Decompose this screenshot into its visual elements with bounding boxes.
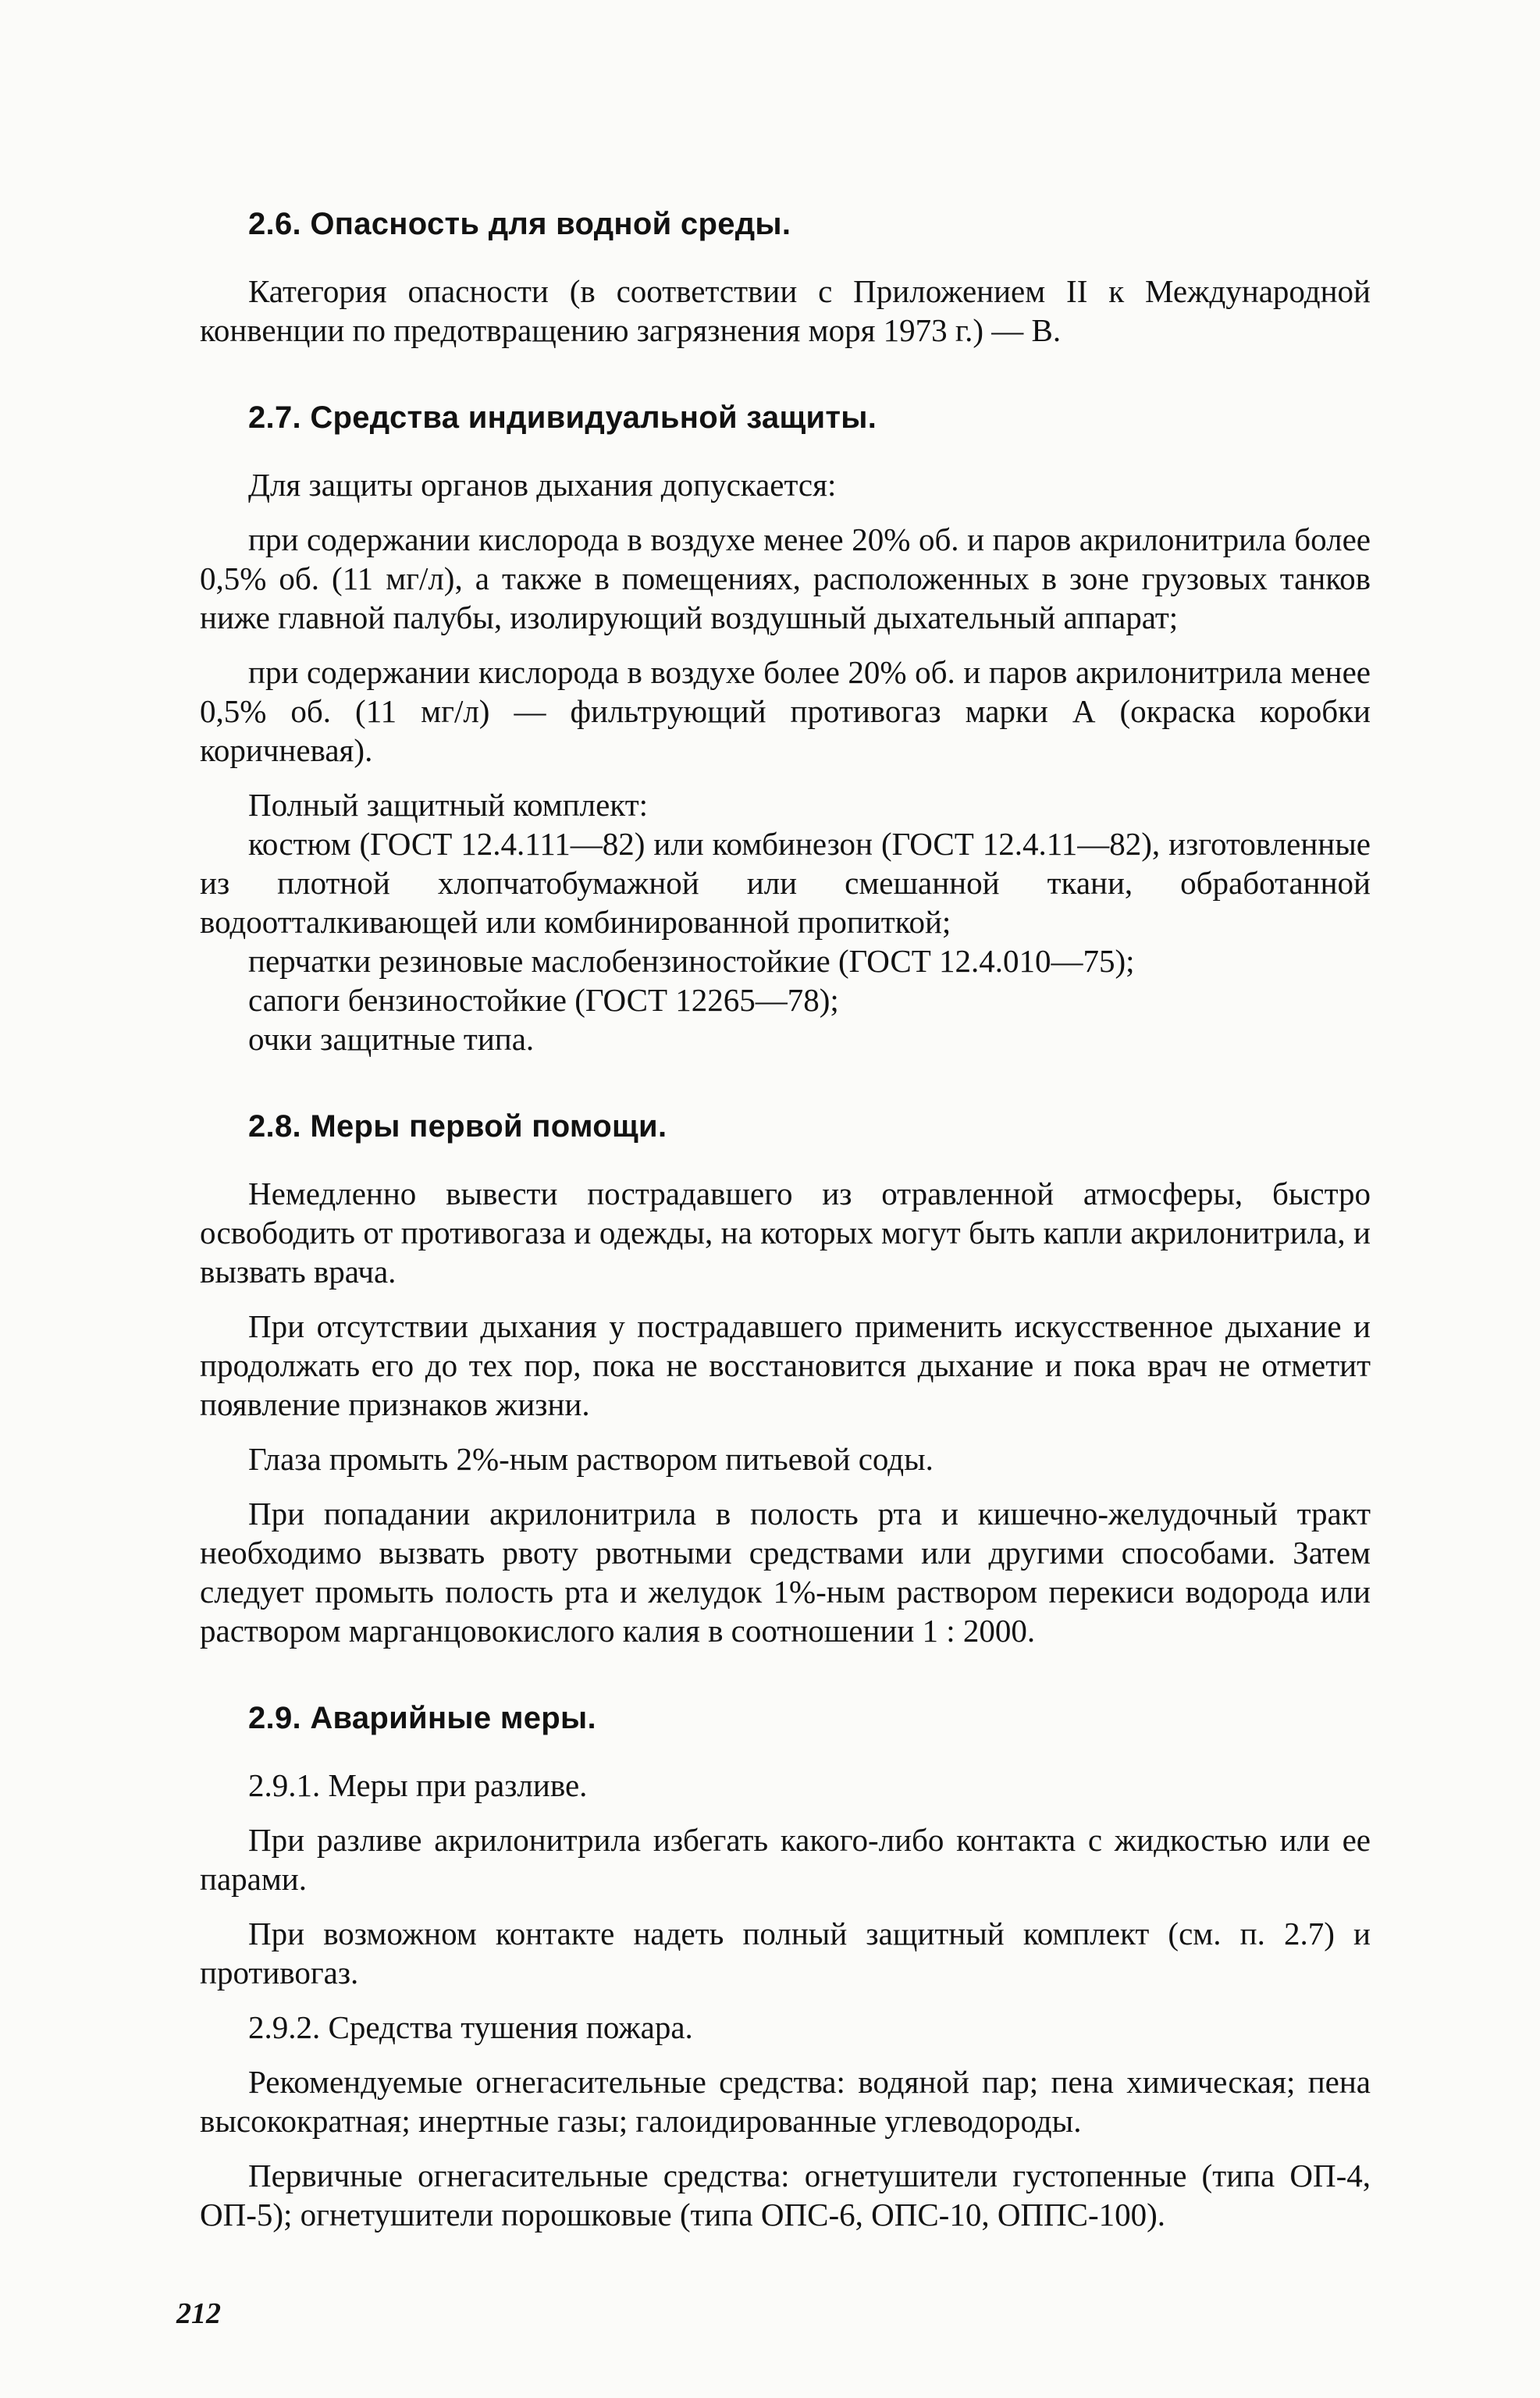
paragraph: костюм (ГОСТ 12.4.111—82) или комбинезон (ГОСТ 12.4.11—82), изготовленные из плотной хлопчатобумажной или смешанной ткани, обработанной водоотталкивающей или комбинированной пропиткой; [200,826,1371,940]
paragraph: Глаза промыть 2%-ным раствором питьевой соды. [248,1441,934,1477]
paragraph: Рекомендуемые огнегасительные средства: водяной пар; пена химическая; пена высокократная; инертные газы; галоидированные углеводороды. [200,2064,1371,2139]
subsection-title: 2.9.2. Средства тушения пожара. [248,2009,693,2045]
paragraph: Полный защитный комплект: [248,787,648,823]
paragraph: сапоги бензиностойкие (ГОСТ 12265—78); [248,982,839,1018]
paragraph: При разливе акрилонитрила избегать какого-либо контакта с жидкостью или ее парами. [200,1822,1371,1897]
paragraph: При попадании акрилонитрила в полость рта и кишечно-желудочный тракт необходимо вызвать рвоту рвотными средствами или другими способами. Затем следует промыть полость рта и желудок 1%-ным раствором перекиси водорода или раствором марганцовокислого калия в соотношении 1 : 2000. [200,1496,1371,1649]
page-number: 212 [176,2297,221,2330]
paragraph: при содержании кислорода в воздухе менее 20% об. и паров акрилонитрила более 0,5% об. (11 мг/л), а также в помещениях, расположенных в зоне грузовых танков ниже главной палубы, изолирующий воздушный дыхательный аппарат; [200,521,1371,635]
section-heading-2-7: 2.7. Средства индивидуальной защиты. [248,400,877,435]
paragraph: Немедленно вывести пострадавшего из отравленной атмосферы, быстро освободить от противогаза и одежды, на которых могут быть капли акрилонитрила, и вызвать врача. [200,1176,1371,1290]
paragraph: Категория опасности (в соответствии с Приложением II к Международной конвенции по предотвращению загрязнения моря 1973 г.) — В. [200,273,1371,348]
paragraph: очки защитные типа. [248,1021,535,1057]
page-body [200,205,1371,2234]
subsection-title: 2.9.1. Меры при разливе. [248,1767,588,1803]
paragraph: перчатки резиновые маслобензиностойкие (ГОСТ 12.4.010—75); [248,943,1135,979]
section-heading-2-8: 2.8. Меры первой помощи. [248,1109,667,1144]
section-heading-2-6: 2.6. Опасность для водной среды. [248,207,791,241]
paragraph: При возможном контакте надеть полный защитный комплект (см. п. 2.7) и противогаз. [200,1916,1371,1991]
paragraph: При отсутствии дыхания у пострадавшего применить искусственное дыхание и продолжать его до тех пор, пока не восстановится дыхание и пока врач не отметит появление признаков жизни. [200,1308,1371,1422]
section-heading-2-9: 2.9. Аварийные меры. [248,1701,596,1735]
paragraph: Для защиты органов дыхания допускается: [248,467,837,503]
paragraph: Первичные огнегасительные средства: огнетушители густопенные (типа ОП-4, ОП-5); огнетушители порошковые (типа ОПС-6, ОПС-10, ОППС-100). [200,2158,1371,2233]
paragraph: при содержании кислорода в воздухе более 20% об. и паров акрилонитрила менее 0,5% об. (11 мг/л) — фильтрующий противогаз марки А (окраска коробки коричневая). [200,654,1371,768]
